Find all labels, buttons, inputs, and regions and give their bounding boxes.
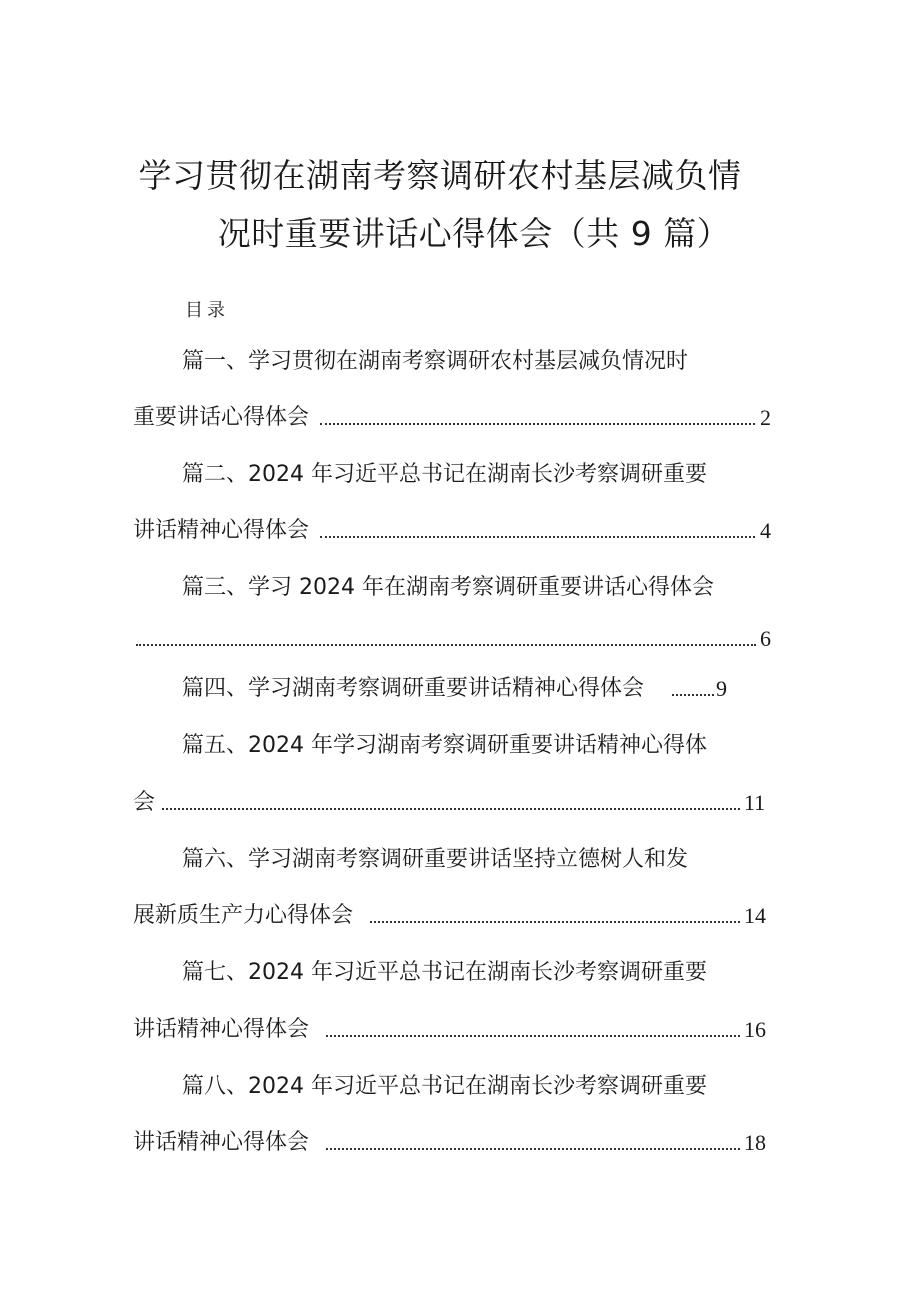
toc-entry-4-line-1[interactable] [0,672,920,706]
toc-entry-7-line-2[interactable] [0,1013,920,1047]
toc-leader-dots [326,1035,740,1037]
toc-entry-5-line-1[interactable] [0,729,920,763]
toc-page-number: 4 [760,518,771,543]
toc-entry-7-line-1[interactable] [0,956,920,990]
toc-entry-title: 篇四、学习湖南考察调研重要讲话精神心得体会 [182,676,645,701]
toc-entry-title: 篇七、2024 年习近平总书记在湖南长沙考察调研重要 [182,960,707,985]
toc-page-number: 2 [760,405,771,430]
toc-entry-2-line-2[interactable] [0,514,920,548]
toc-entry-title: 篇三、学习 2024 年在湖南考察调研重要讲话心得体会 [182,575,714,600]
toc-entry-1-line-1[interactable] [0,345,920,379]
toc-page-number: 16 [744,1017,766,1042]
toc-entry-3-line-1[interactable] [0,571,920,605]
toc-entry-title: 篇六、学习湖南考察调研重要讲话坚持立德树人和发 [182,847,689,872]
toc-leader-dots [162,808,740,810]
document-title-line-2: 况时重要讲话心得体会（共 9 篇） [217,214,731,253]
toc-leader-dots [320,423,755,425]
toc-leader-dots [320,536,755,538]
toc-entry-title: 篇一、学习贯彻在湖南考察调研农村基层减负情况时 [182,349,689,374]
toc-entry-1-line-2[interactable] [0,401,920,435]
toc-leader-dots [136,644,756,646]
toc-entry-title-continued: 讲话精神心得体会 [133,1130,310,1155]
toc-page-number: 6 [760,626,771,651]
toc-entry-title-continued: 讲话精神心得体会 [133,518,310,543]
toc-entry-title-continued: 讲话精神心得体会 [133,1017,310,1042]
toc-entry-5-line-2[interactable] [0,786,920,820]
toc-page-number: 18 [744,1130,766,1155]
toc-heading: 目录 [185,300,229,321]
toc-entry-title: 篇八、2024 年习近平总书记在湖南长沙考察调研重要 [182,1074,707,1099]
toc-entry-title-continued: 会 [133,790,156,815]
toc-entry-title: 篇二、2024 年习近平总书记在湖南长沙考察调研重要 [182,462,707,487]
toc-page-number: 14 [744,903,766,928]
document-title-line-1: 学习贯彻在湖南考察调研农村基层减负情 [138,156,742,195]
toc-leader-dots [672,694,714,696]
toc-leader-dots [326,1148,740,1150]
toc-entry-6-line-1[interactable] [0,843,920,877]
toc-entry-6-line-2[interactable] [0,899,920,933]
toc-entry-title-continued: 重要讲话心得体会 [133,405,310,430]
toc-page-number: 11 [744,790,766,815]
toc-page-number: 9 [716,676,727,701]
toc-entry-title-continued: 展新质生产力心得体会 [133,903,354,928]
toc-entry-title: 篇五、2024 年学习湖南考察调研重要讲话精神心得体 [182,733,707,758]
toc-entry-3-line-2[interactable] [0,622,920,656]
toc-entry-8-line-1[interactable] [0,1070,920,1104]
toc-entry-8-line-2[interactable] [0,1126,920,1160]
toc-entry-2-line-1[interactable] [0,458,920,492]
toc-leader-dots [370,921,740,923]
